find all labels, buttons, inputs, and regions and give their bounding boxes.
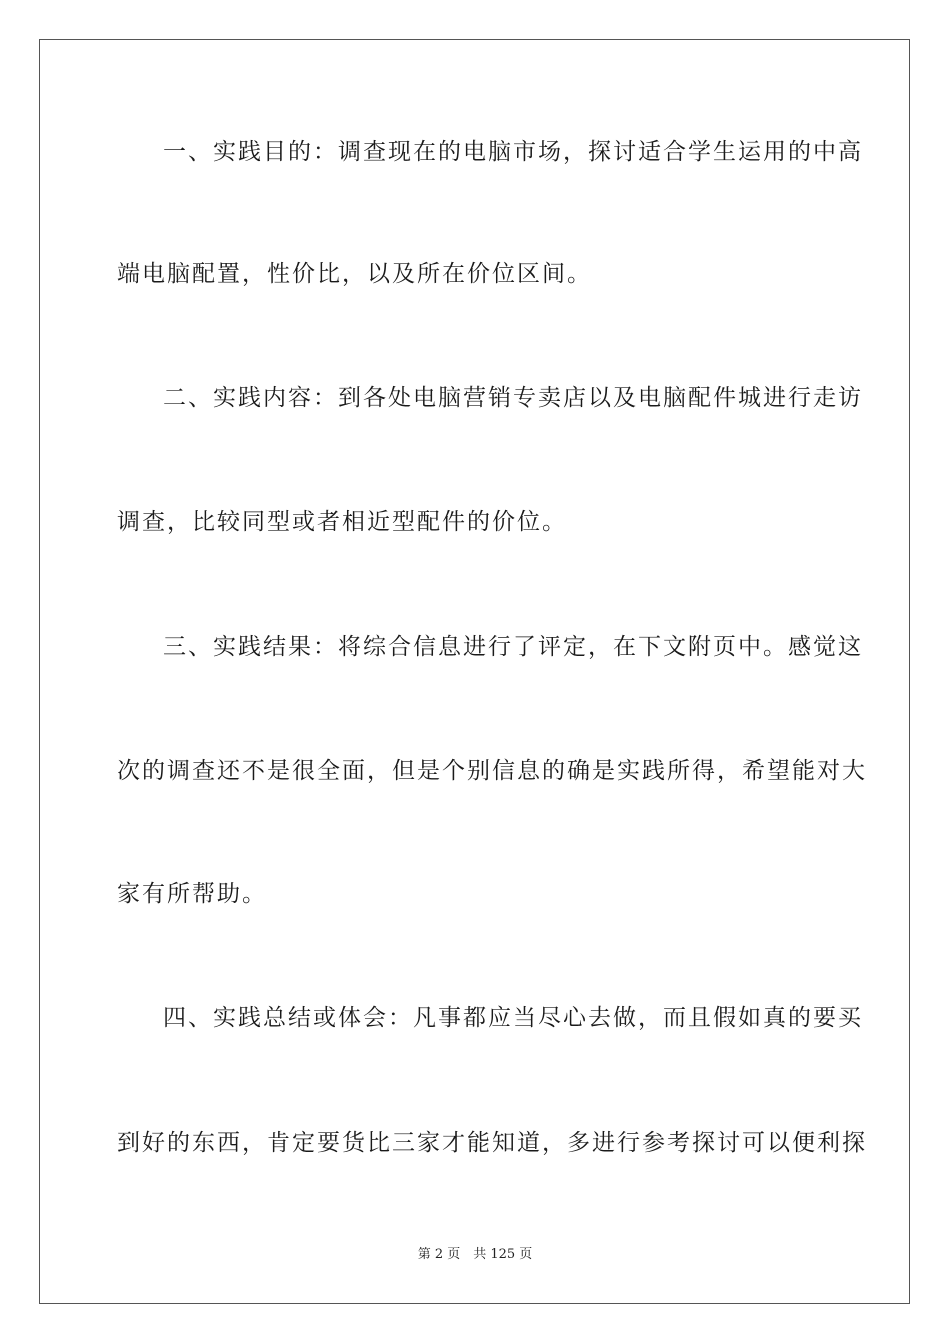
paragraph-line: 二、实践内容：到各处电脑营销专卖店以及电脑配件城进行走访 xyxy=(163,385,863,411)
paragraph-line: 家有所帮助。 xyxy=(117,881,267,907)
paragraph-line: 一、实践目的：调查现在的电脑市场，探讨适合学生运用的中高 xyxy=(163,139,863,165)
page-border xyxy=(39,39,910,1304)
paragraph-line: 四、实践总结或体会：凡事都应当尽心去做，而且假如真的要买 xyxy=(163,1005,863,1031)
paragraph-line: 三、实践结果：将综合信息进行了评定，在下文附页中。感觉这 xyxy=(163,634,863,660)
paragraph-line: 调查，比较同型或者相近型配件的价位。 xyxy=(117,509,567,535)
paragraph-line: 端电脑配置，性价比，以及所在价位区间。 xyxy=(117,261,592,287)
paragraph-line: 到好的东西，肯定要货比三家才能知道，多进行参考探讨可以便利探 xyxy=(117,1130,867,1156)
paragraph-line: 次的调查还不是很全面，但是个别信息的确是实践所得，希望能对大 xyxy=(117,758,867,784)
page-number-footer: 第 2 页 共 125 页 xyxy=(417,1247,533,1262)
